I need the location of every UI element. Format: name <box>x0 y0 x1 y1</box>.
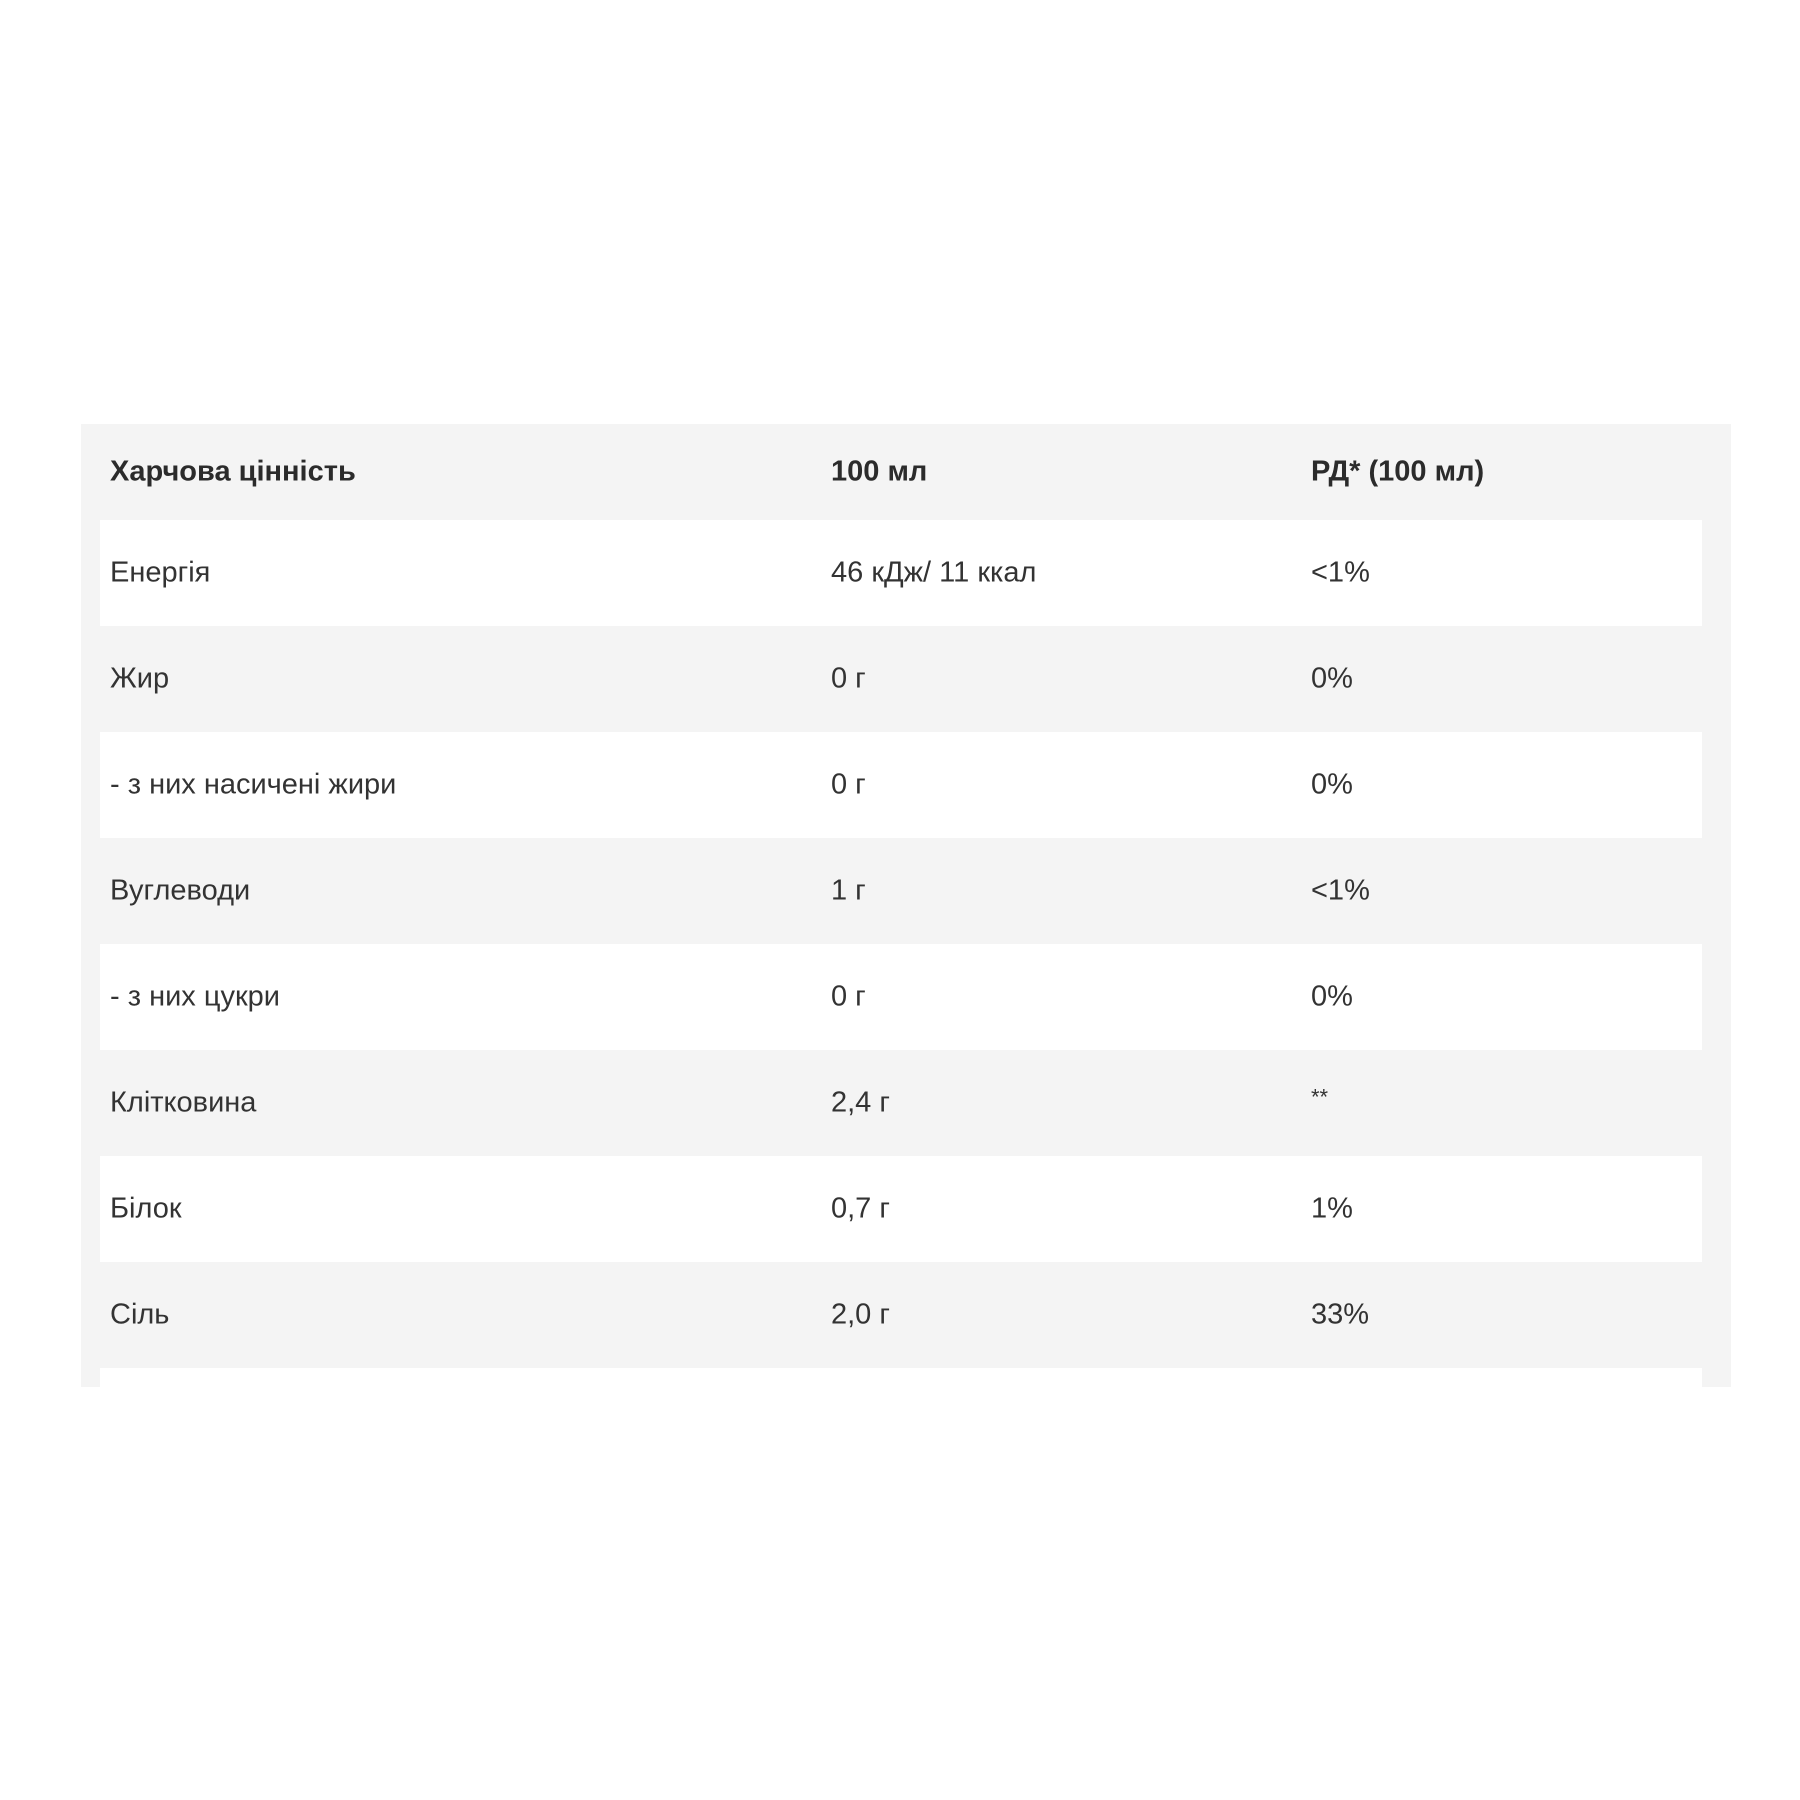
header-rdi: РД* (100 мл) <box>1311 455 1485 488</box>
row-label: Жир <box>110 662 170 695</box>
table-row <box>100 1050 1702 1156</box>
row-amount: 1 г <box>831 874 866 907</box>
row-label: Сіль <box>110 1298 170 1331</box>
row-label: Вуглеводи <box>110 874 251 907</box>
row-rdi: <1% <box>1311 556 1370 589</box>
row-label: Клітковина <box>110 1086 257 1119</box>
row-rdi: <1% <box>1311 874 1370 907</box>
table-row-partial <box>100 1368 1702 1387</box>
table-row <box>100 626 1702 732</box>
row-rdi: 1% <box>1311 1192 1353 1225</box>
row-rdi: 0% <box>1311 768 1353 801</box>
row-amount: 0,7 г <box>831 1192 890 1225</box>
row-amount: 0 г <box>831 980 866 1013</box>
header-per-100ml: 100 мл <box>831 455 928 488</box>
row-amount: 46 кДж/ 11 ккал <box>831 556 1037 589</box>
row-rdi: 33% <box>1311 1298 1370 1331</box>
row-label: - з них цукри <box>110 980 280 1013</box>
table-row <box>100 1262 1702 1368</box>
header-nutrition-value: Харчова цінність <box>110 455 356 488</box>
nutrition-panel <box>81 424 1731 1387</box>
row-amount: 2,4 г <box>831 1086 890 1119</box>
row-label: Білок <box>110 1192 182 1225</box>
table-row <box>100 1156 1702 1262</box>
row-amount: 0 г <box>831 662 866 695</box>
row-amount: 2,0 г <box>831 1298 890 1331</box>
row-label: Енергія <box>110 556 211 589</box>
row-rdi: ** <box>1311 1084 1329 1110</box>
row-rdi: 0% <box>1311 662 1353 695</box>
table-row <box>100 520 1702 626</box>
table-row <box>100 732 1702 838</box>
row-amount: 0 г <box>831 768 866 801</box>
table-row <box>100 838 1702 944</box>
nutrition-table <box>100 424 1702 1387</box>
table-header-row <box>100 424 1702 520</box>
row-label: - з них насичені жири <box>110 768 397 801</box>
row-rdi: 0% <box>1311 980 1353 1013</box>
table-row <box>100 944 1702 1050</box>
